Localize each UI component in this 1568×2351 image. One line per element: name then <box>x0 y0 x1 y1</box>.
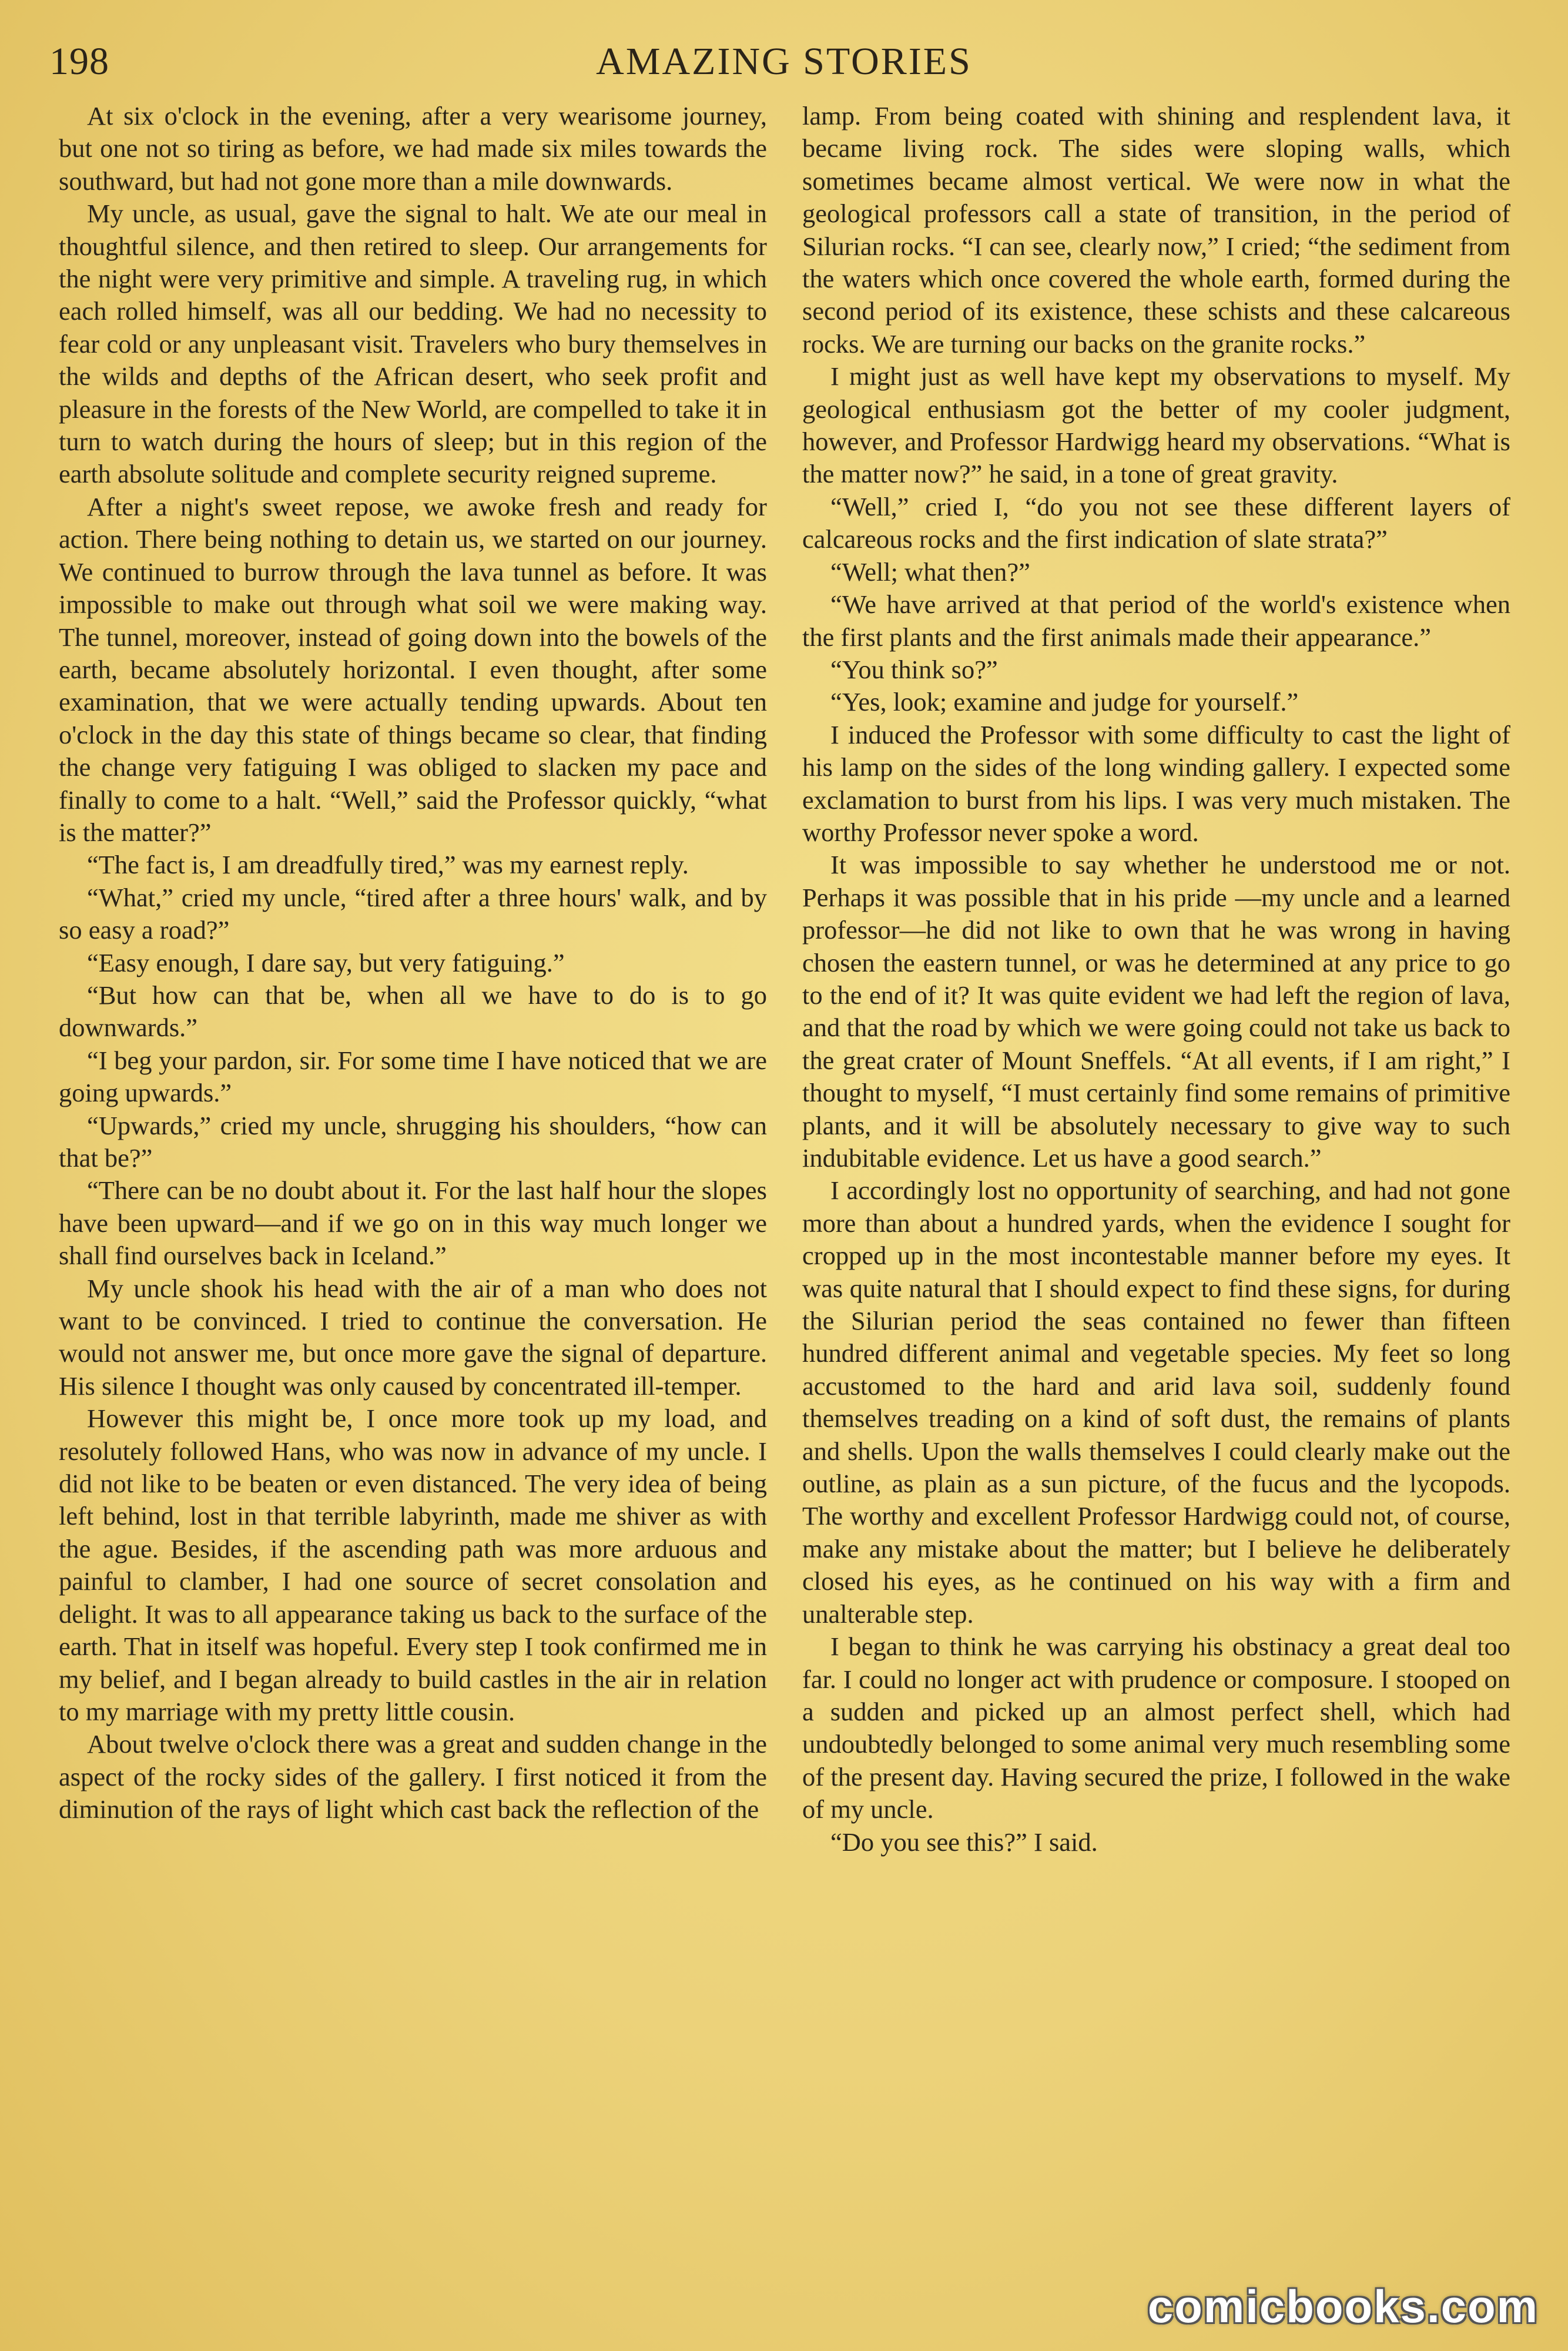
paragraph: My uncle, as usual, gave the signal to halt. We ate our meal in thoughtful silence, and then retired to sleep. Our arrangements for the night were very primitive and simple. A traveling rug, in which each rolled himself, was all our bedding. We had no necessity to fear cold or any unpleasant visit. Travelers who bury themselves in the wilds and depths of the African desert, who seek profit and pleasure in the forests of the New World, are compelled to take it in turn to watch during the hours of sleep; but in this region of the earth absolute solitude and complete security reigned supreme. <box>59 199 767 489</box>
paragraph: “Do you see this?” I said. <box>830 1827 1098 1857</box>
paragraph: “Easy enough, I dare say, but very fatiguing.” <box>87 947 565 977</box>
right-column <box>802 100 1510 2298</box>
left-column <box>59 100 767 2298</box>
paragraph: “We have arrived at that period of the world's existence when the first plants and the first animals made their appearance.” <box>802 590 1510 652</box>
page-header <box>49 35 1519 88</box>
paragraph: At six o'clock in the evening, after a very wearisome journey, but one not so tiring as before, we had made six miles towards the southward, but had not gone more than a mile downwards. <box>59 101 767 196</box>
paragraph: It was impossible to say whether he understood me or not. Perhaps it was possible that in his pride —my uncle and a learned professor—he did not like to own that he was wrong in having chosen the eastern tunnel, or was he determined at any price to go to the end of it? It was quite evident we had left the region of lava, and that the road by which we were going could not take us back to the great crater of Mount Sneffels. “At all events, if I am right,” I thought to myself, “I must certainly find some remains of primitive plants, and it will be absolutely necessary to give way to such indubitable evidence. Let us have a good search.” <box>802 850 1510 1173</box>
watermark-logo: comicbooks.com <box>1147 2280 1539 2332</box>
paragraph: “What,” cried my uncle, “tired after a three hours' walk, and by so easy a road?” <box>59 882 767 945</box>
running-head: AMAZING STORIES <box>596 40 972 83</box>
paragraph: I induced the Professor with some difficulty to cast the light of his lamp on the sides of the long winding gallery. I expected some exclamation to burst from his lips. I was very much mistaken. The worthy Professor never spoke a word. <box>802 719 1510 847</box>
paragraph: However this might be, I once more took up my load, and resolutely followed Hans, who was now in advance of my uncle. I did not like to be beaten or even distanced. The very idea of being left behind, lost in that terrible labyrinth, made me shiver as with the ague. Besides, if the ascending path was more arduous and painful to clamber, I had one source of secret consolation and delight. It was to all appearance taking us back to the surface of the earth. That in itself was hopeful. Every step I took confirmed me in my belief, and I began already to build castles in the air in relation to my marriage with my pretty little cousin. <box>59 1404 767 1726</box>
paragraph: “Yes, look; examine and judge for yourself.” <box>830 687 1299 717</box>
paragraph: “There can be no doubt about it. For the last half hour the slopes have been upward—and if we go on in this way much longer we shall find ourselves back in Iceland.” <box>59 1176 767 1271</box>
paragraph: I began to think he was carrying his obstinacy a great deal too far. I could no longer act with prudence or composure. I stooped on a sudden and picked up an almost perfect shell, which had undoubtedly belonged to some animal very much resembling some of the present day. Having secured the prize, I followed in the wake of my uncle. <box>802 1632 1510 1824</box>
paragraph: “Well; what then?” <box>830 557 1030 587</box>
paragraph: “But how can that be, when all we have to do is to go downwards.” <box>59 980 767 1043</box>
paragraph: My uncle shook his head with the air of a man who does not want to be convinced. I tried to continue the conversation. He would not answer me, but once more gave the signal of departure. His silence I thought was only caused by concentrated ill-temper. <box>59 1273 767 1401</box>
paragraph: I accordingly lost no opportunity of searching, and had not gone more than about a hundred yards, when the evidence I sought for cropped up in the most incontestable manner before my eyes. It was quite natural that I should expect to find these signs, for during the Silurian period the seas contained no fewer than fifteen hundred different animal and vegetable species. My feet so long accustomed to the hard and arid lava soil, suddenly found themselves treading on a kind of soft dust, the remains of plants and shells. Upon the walls themselves I could clearly make out the outline, as plain as a sun picture, of the fucus and the lycopods. The worthy and excellent Professor Hardwigg could not, of course, make any mistake about the matter; but I believe he deliberately closed his eyes, as he continued on his way with a firm and unalterable step. <box>802 1176 1510 1629</box>
page-number: 198 <box>49 40 109 83</box>
paragraph: “You think so?” <box>830 654 998 684</box>
paragraph: “The fact is, I am dreadfully tired,” was my earnest reply. <box>87 850 689 880</box>
paragraph: “I beg your pardon, sir. For some time I have noticed that we are going upwards.” <box>59 1045 767 1108</box>
paragraph: “Well,” cried I, “do you not see these different layers of calcareous rocks and the first indication of slate strata?” <box>802 491 1510 554</box>
paragraph-continuation: lamp. From being coated with shining and resplendent lava, it became living rock. The sides were sloping walls, which sometimes became almost vertical. We were now in what the geological professors call a state of transition, in the period of Silurian rocks. “I can see, clearly now,” I cried; “the sediment from the waters which once covered the whole earth, formed during the second period of its existence, these schists and these calcareous rocks. We are turning our backs on the granite rocks.” <box>802 101 1510 359</box>
paragraph: About twelve o'clock there was a great and sudden change in the aspect of the rocky sides of the gallery. I first noticed it from the diminution of the rays of light which cast back the reflection of the <box>59 1729 767 1824</box>
paragraph: After a night's sweet repose, we awoke fresh and ready for action. There being nothing to detain us, we started on our journey. We continued to burrow through the lava tunnel as before. It was impossible to make out through what soil we were making way. The tunnel, moreover, instead of going down into the bowels of the earth, became absolutely horizontal. I even thought, after some examination, that we were actually tending upwards. About ten o'clock in the day this state of things became so clear, that finding the change very fatiguing I was obliged to slacken my pace and finally to come to a halt. “Well,” said the Professor quickly, “what is the matter?” <box>59 491 767 847</box>
paragraph: I might just as well have kept my observations to myself. My geological enthusiasm got the better of my cooler judgment, however, and Professor Hardwigg heard my observations. “What is the matter now?” he said, in a tone of great gravity. <box>802 361 1510 489</box>
paragraph: “Upwards,” cried my uncle, shrugging his shoulders, “how can that be?” <box>59 1110 767 1173</box>
